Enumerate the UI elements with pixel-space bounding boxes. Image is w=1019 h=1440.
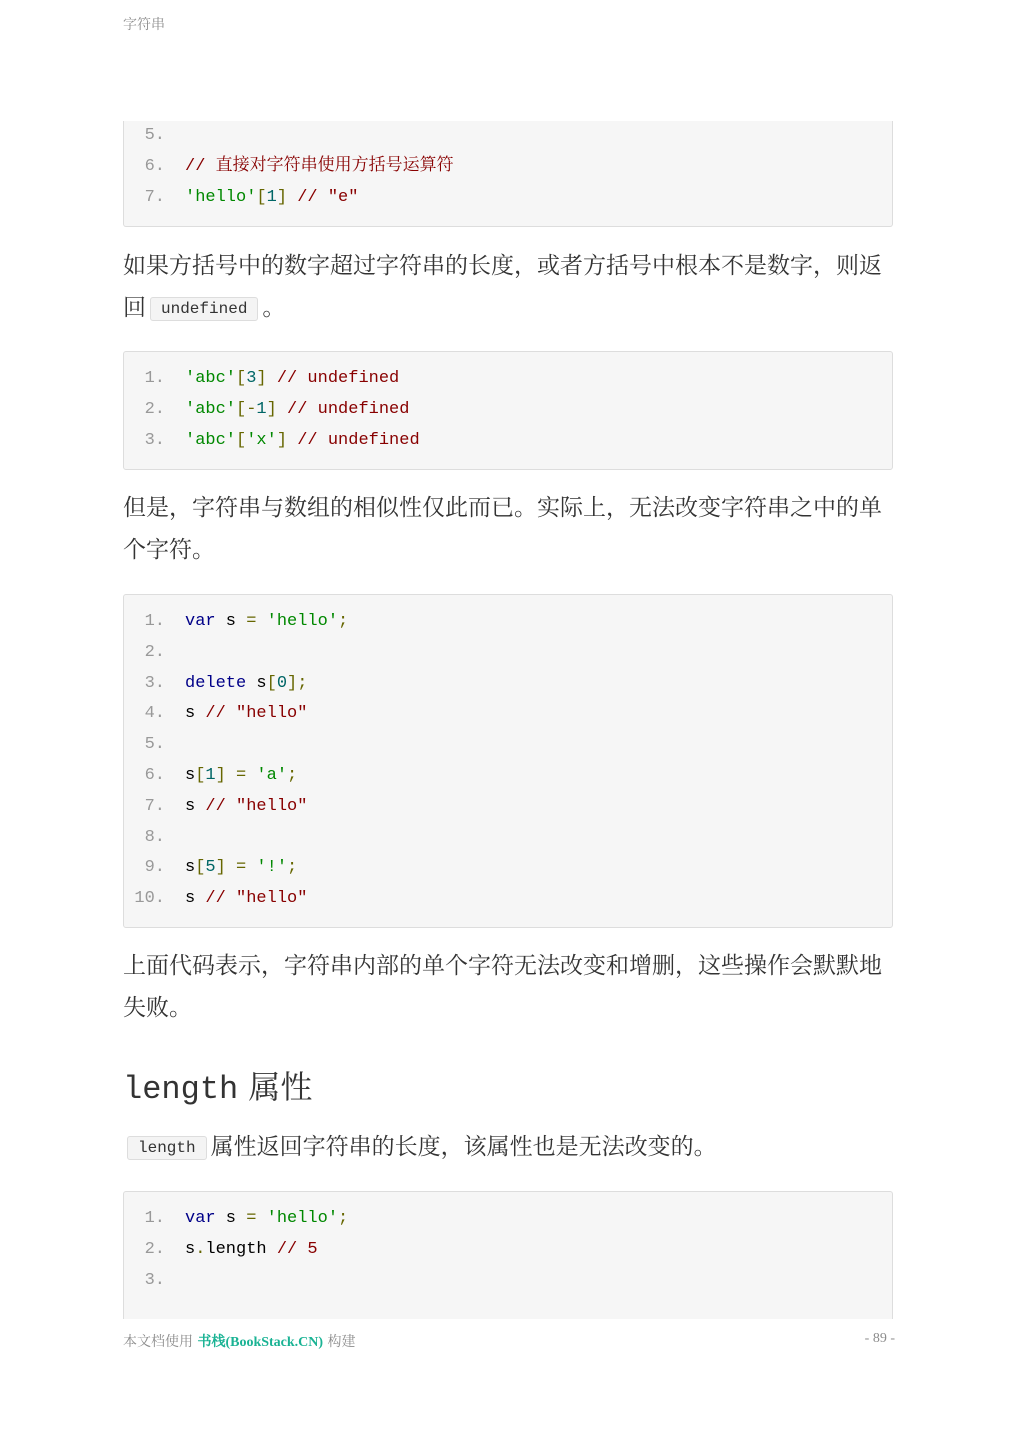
code-line	[124, 151, 892, 182]
code-token: // undefined	[276, 369, 400, 388]
code-text	[185, 425, 420, 456]
footer-brand-link[interactable]: 书栈(BookStack.CN)	[197, 1335, 324, 1350]
line-number: 1.	[144, 369, 165, 388]
code-token: =	[236, 858, 247, 878]
code-token: s	[185, 1239, 196, 1259]
code-line	[124, 791, 892, 822]
paragraph: 上面代码表示，字符串内部的单个字符无法改变和增删，这些操作会默默地失败。	[123, 953, 882, 1021]
code-token: ;	[338, 1209, 349, 1228]
code-line	[124, 1265, 892, 1296]
code-token: [	[236, 430, 247, 450]
code-token: .	[195, 1239, 206, 1259]
inline-code: length	[127, 1136, 207, 1160]
line-number: 1.	[144, 612, 165, 631]
code-token: ]	[215, 766, 226, 785]
paragraph-text: 如果方括号中的数字超过字符串的长度，或者方括号中根本不是数字，则返回	[123, 253, 882, 321]
code-text	[185, 1234, 318, 1265]
code-token: '!'	[256, 858, 288, 878]
code-token: ;	[287, 766, 298, 785]
code-text	[185, 182, 358, 213]
code-token: [-	[236, 399, 257, 419]
line-number: 4.	[144, 704, 165, 724]
code-token: 'a'	[256, 766, 288, 785]
code-text	[185, 394, 409, 425]
code-token: [	[256, 187, 267, 207]
code-token: 'abc'	[185, 369, 237, 388]
code-token: [	[266, 673, 277, 693]
code-token: 0	[276, 673, 288, 693]
code-token: s	[185, 858, 196, 878]
code-text	[185, 883, 307, 914]
line-number: 5.	[144, 735, 165, 755]
line-number: 6.	[144, 156, 165, 176]
code-line	[124, 668, 892, 699]
code-token	[256, 1209, 266, 1228]
code-token	[287, 431, 297, 450]
line-number: 1.	[144, 1209, 165, 1228]
line-number: 7.	[144, 187, 165, 207]
code-text	[185, 1203, 348, 1234]
code-token	[246, 766, 256, 785]
line-number: 2.	[144, 1239, 165, 1259]
code-token: length	[205, 1239, 277, 1259]
code-block	[123, 1191, 893, 1319]
code-token: // "hello"	[205, 796, 308, 816]
line-number: 2.	[144, 642, 165, 662]
code-token: =	[246, 612, 257, 631]
code-token: 1	[205, 766, 216, 785]
code-token: 1	[256, 399, 267, 419]
line-number: 3.	[144, 673, 165, 693]
code-token	[226, 858, 236, 877]
code-token: 1	[266, 187, 277, 207]
code-token: ]	[215, 858, 226, 878]
code-token: 'abc'	[185, 399, 237, 419]
code-token: // "e"	[297, 187, 359, 207]
code-token: =	[236, 766, 247, 785]
code-token: // "hello"	[205, 889, 308, 909]
code-token: s	[215, 612, 247, 631]
code-block	[123, 121, 893, 227]
line-number: 2.	[144, 399, 165, 419]
code-token: [	[236, 369, 247, 388]
code-text	[185, 760, 297, 791]
code-line	[124, 760, 892, 791]
code-token: ]	[256, 369, 267, 388]
line-number: 10.	[134, 889, 165, 909]
footer-suffix: 构建	[323, 1334, 356, 1350]
code-token: ]	[276, 430, 288, 450]
code-line	[124, 729, 892, 760]
code-token: 5	[205, 858, 216, 878]
inline-code: undefined	[150, 297, 258, 321]
code-text	[185, 151, 454, 182]
line-number: 3.	[144, 1270, 165, 1290]
code-token: 'abc'	[185, 430, 237, 450]
code-line	[124, 394, 892, 425]
code-token: s	[185, 889, 206, 909]
code-token	[226, 766, 236, 785]
code-text	[185, 668, 307, 699]
code-token: // undefined	[287, 399, 410, 419]
code-text	[185, 852, 297, 883]
line-number: 7.	[144, 796, 165, 816]
line-number: 5.	[144, 126, 165, 145]
heading-code: length	[123, 1071, 239, 1108]
code-token: ]	[276, 187, 288, 207]
code-line	[124, 182, 892, 213]
code-token: // 直接对字符串使用方括号运算符	[185, 156, 454, 176]
code-token: 'x'	[246, 430, 277, 450]
code-token	[256, 612, 266, 631]
code-token: 'hello'	[185, 187, 257, 207]
section-heading	[123, 1062, 312, 1108]
code-token: s	[246, 673, 267, 693]
heading-text: 属性	[238, 1068, 313, 1106]
running-head: 字符串	[123, 17, 165, 33]
code-block	[123, 594, 893, 928]
code-token: s	[185, 766, 196, 785]
code-token: // "hello"	[205, 704, 308, 724]
line-number: 9.	[144, 858, 165, 878]
code-token	[246, 858, 256, 877]
footer	[123, 1331, 356, 1351]
code-token: [	[195, 766, 206, 785]
code-token: ;	[287, 858, 298, 878]
code-token: 'hello'	[266, 1209, 339, 1228]
code-block	[123, 351, 893, 470]
code-token: delete	[185, 673, 247, 693]
page-number: - 89 -	[864, 1331, 895, 1346]
code-token: =	[246, 1209, 257, 1228]
line-number: 3.	[144, 430, 165, 450]
code-token: s	[185, 704, 206, 724]
code-token: ];	[287, 673, 308, 693]
code-text	[185, 698, 307, 729]
code-line	[124, 822, 892, 853]
paragraph	[123, 245, 898, 330]
code-token: [	[195, 858, 206, 878]
code-token: ;	[338, 612, 349, 631]
code-token: var	[185, 612, 216, 631]
code-text	[185, 363, 399, 394]
paragraph: 但是，字符串与数组的相似性仅此而已。实际上，无法改变字符串之中的单个字符。	[123, 495, 882, 563]
code-line	[124, 852, 892, 883]
code-token: 3	[246, 369, 257, 388]
code-token: 'hello'	[266, 612, 339, 631]
code-line	[124, 1234, 892, 1265]
code-text	[185, 606, 348, 637]
code-line	[124, 883, 892, 914]
code-token: // undefined	[297, 430, 420, 450]
code-line	[124, 698, 892, 729]
code-text	[185, 791, 307, 822]
code-token: // 5	[276, 1239, 318, 1259]
footer-prefix: 本文档使用	[123, 1334, 198, 1350]
code-line	[124, 1203, 892, 1234]
code-line	[124, 637, 892, 668]
code-token: s	[185, 796, 206, 816]
paragraph-text: 属性返回字符串的长度，该属性也是无法改变的。	[210, 1134, 717, 1160]
paragraph-text: 。	[262, 295, 286, 321]
code-token: var	[185, 1209, 216, 1228]
code-token: ]	[266, 399, 277, 419]
paragraph	[123, 1126, 898, 1169]
code-line	[124, 425, 892, 456]
line-number: 8.	[144, 827, 165, 847]
line-number: 6.	[144, 766, 165, 785]
code-token	[267, 369, 277, 388]
code-token	[287, 188, 297, 207]
code-line	[124, 606, 892, 637]
code-token: s	[215, 1209, 247, 1228]
code-line	[124, 363, 892, 394]
code-token	[277, 400, 287, 419]
code-line	[124, 120, 892, 151]
